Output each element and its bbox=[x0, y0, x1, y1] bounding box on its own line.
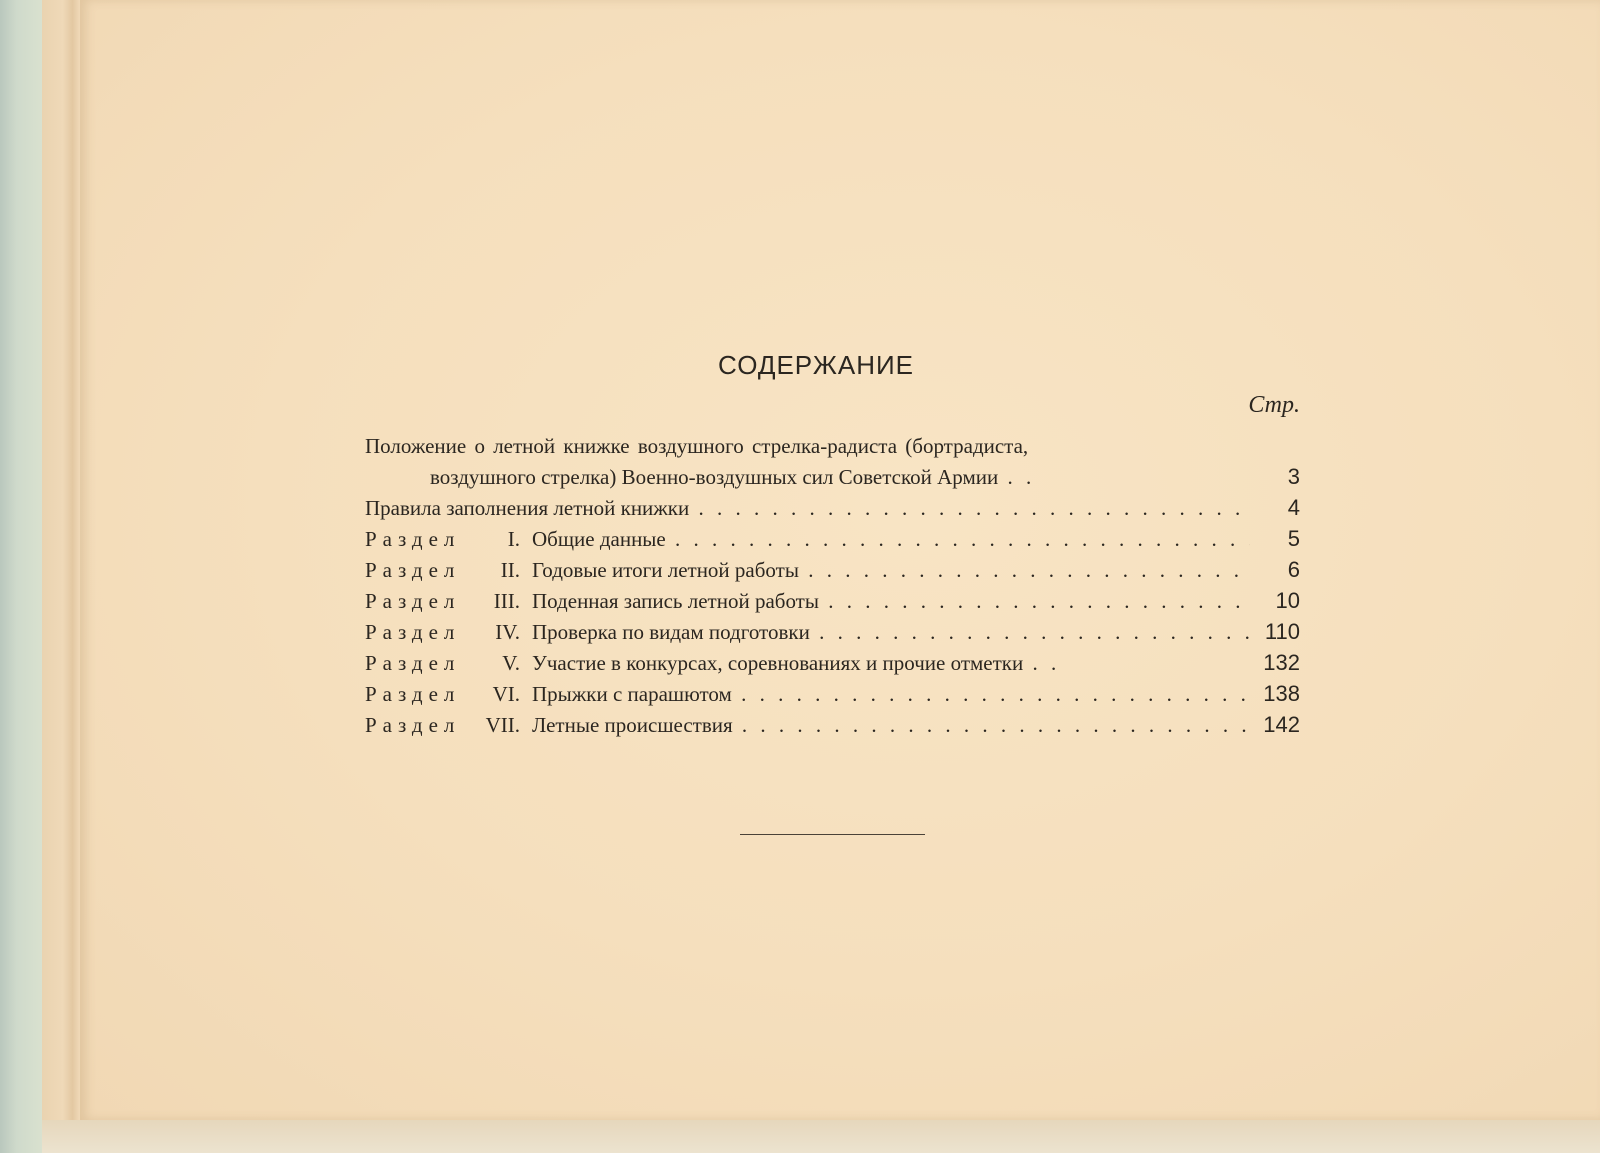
toc-entry-label: Правила заполнения летной книжки . . . bbox=[365, 493, 1250, 523]
toc-entry-label: Поденная запись летной работы bbox=[532, 589, 819, 613]
toc-entry-section-1 bbox=[365, 524, 1300, 554]
section-word: Раздел bbox=[365, 651, 461, 675]
toc-page-number: 4 bbox=[1287, 495, 1300, 520]
section-number: II. bbox=[500, 558, 520, 582]
toc-entry-section-5 bbox=[365, 648, 1300, 678]
section-number: IV. bbox=[495, 620, 520, 644]
toc-entry-label: Участие в конкурсах, соревнованиях и прочие отметки bbox=[532, 651, 1024, 675]
section-number: VI. bbox=[492, 682, 520, 706]
toc-entry-label: Годовые итоги летной работы bbox=[532, 558, 799, 582]
section-word: Раздел bbox=[365, 682, 461, 706]
section-number: I. bbox=[507, 527, 520, 551]
toc-page-number: 142 bbox=[1263, 712, 1300, 737]
toc-page-number: 110 bbox=[1264, 619, 1300, 644]
toc-page-number: 6 bbox=[1287, 557, 1300, 582]
section-number: V. bbox=[502, 651, 520, 675]
toc-page-number: 10 bbox=[1275, 588, 1300, 613]
toc-page-number: 132 bbox=[1263, 650, 1300, 675]
toc-entry-rules bbox=[365, 493, 1300, 523]
section-word: Раздел bbox=[365, 620, 461, 644]
toc-entry-label: Общие данные bbox=[532, 527, 666, 551]
toc-entry-label: Проверка по видам подготовки bbox=[532, 620, 810, 644]
section-number: III. bbox=[493, 589, 520, 613]
toc-page-number: 5 bbox=[1287, 526, 1300, 551]
toc-entry-section-7 bbox=[365, 710, 1300, 740]
toc-entry-section-6 bbox=[365, 679, 1300, 709]
toc-title: СОДЕРЖАНИЕ bbox=[717, 350, 914, 380]
toc-entry-label: Летные происшествия bbox=[532, 713, 733, 737]
toc-entry-1-line-2 bbox=[365, 462, 1300, 492]
toc-entry-section-3 bbox=[365, 586, 1300, 616]
toc-page-number: 3 bbox=[1287, 464, 1300, 489]
toc-entry-label: Прыжки с парашютом bbox=[532, 682, 732, 706]
toc-entry-1-line-1: Положение о летной книжке воздушного стрелка-радиста (бортрадиста, bbox=[365, 434, 1029, 458]
closing-rule bbox=[740, 834, 925, 835]
section-word: Раздел bbox=[365, 527, 461, 551]
section-word: Раздел bbox=[365, 589, 461, 613]
toc-entry-label: воздушного стрелка) Военно-воздушных сил Советской Армии . . bbox=[430, 462, 1250, 492]
toc-entry-section-4 bbox=[365, 617, 1300, 647]
section-word: Раздел bbox=[365, 713, 461, 737]
section-number: VII. bbox=[485, 713, 520, 737]
toc-entry-section-2 bbox=[365, 555, 1300, 585]
section-word: Раздел bbox=[365, 558, 461, 582]
page-column-header: Стр. bbox=[1248, 392, 1300, 418]
toc-page-number: 138 bbox=[1263, 681, 1300, 706]
